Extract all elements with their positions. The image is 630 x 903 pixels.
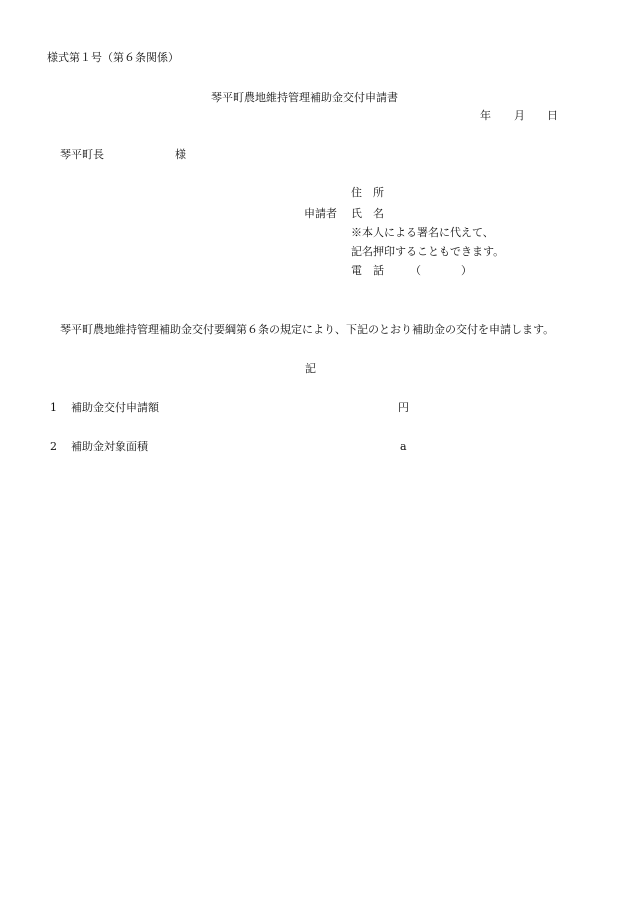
address-label: 住 所 bbox=[351, 186, 384, 199]
phone-label: 電 話 bbox=[351, 264, 384, 277]
phone-close-paren: ） bbox=[461, 264, 472, 277]
item-label: 補助金交付申請額 bbox=[71, 401, 159, 414]
applicant-label: 申請者 bbox=[304, 207, 337, 220]
item-number: 2 bbox=[50, 440, 57, 453]
item-number: 1 bbox=[50, 401, 57, 414]
signature-note-line-1: ※本人による署名に代えて、 bbox=[351, 226, 494, 239]
phone-open-paren: （ bbox=[410, 264, 421, 277]
signature-note-line-2: 記名押印することもできます。 bbox=[351, 245, 505, 258]
form-number: 様式第１号（第６条関係） bbox=[47, 51, 179, 64]
ki-heading: 記 bbox=[305, 362, 316, 375]
application-body-text: 琴平町農地維持管理補助金交付要綱第６条の規定により、下記のとおり補助金の交付を申請します。 bbox=[60, 323, 555, 336]
date-day-label: 日 bbox=[547, 109, 558, 122]
item-unit: 円 bbox=[398, 401, 409, 414]
addressee-honorific: 様 bbox=[175, 148, 186, 161]
name-label: 氏 名 bbox=[351, 207, 384, 220]
date-month-label: 月 bbox=[514, 109, 525, 122]
item-label: 補助金対象面積 bbox=[71, 440, 148, 453]
addressee-name: 琴平町長 bbox=[60, 148, 104, 161]
document-title: 琴平町農地維持管理補助金交付申請書 bbox=[211, 91, 398, 104]
date-year-label: 年 bbox=[480, 109, 491, 122]
item-unit: a bbox=[400, 440, 407, 453]
